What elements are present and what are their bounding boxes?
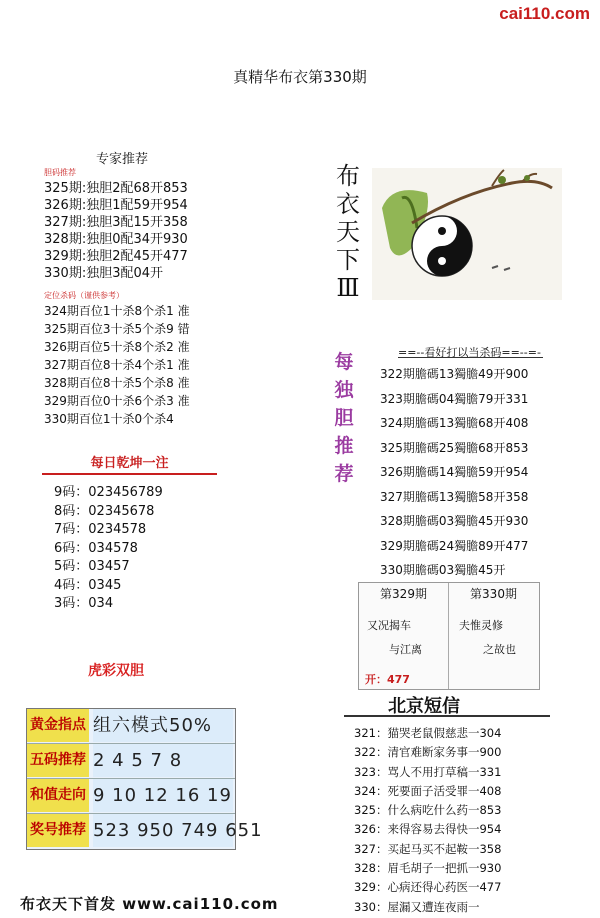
tiger-row: [27, 814, 263, 848]
right-dan-item: 330期膽碼03獨膽45开: [380, 563, 506, 577]
vertical-char: 推: [334, 435, 354, 457]
tiger-row-value: 组六模式50%: [93, 709, 233, 742]
tiger-row-label: 五码推荐: [27, 744, 89, 777]
poem-right-line1: 夫惟灵修: [459, 619, 503, 632]
tiger-table: [26, 708, 263, 850]
poem-box: [358, 582, 540, 690]
right-dan-item: 323期膽碼04獨膽79开331: [380, 391, 529, 406]
tiger-row: [27, 744, 235, 779]
tiger-row-value: 2 4 5 7 8: [93, 744, 233, 777]
vertical-label: [332, 348, 356, 488]
kill-line: 326期百位5十杀8个杀2 准: [44, 340, 190, 354]
tiger-row: [27, 779, 235, 814]
sms-line: 328：眉毛胡子一把抓一930: [354, 861, 502, 876]
sms-line: 330：屋漏又遭连夜雨一: [354, 899, 480, 914]
tiger-title: 虎彩双胆: [88, 663, 144, 679]
right-dan-item: 329期膽碼24獨膽89开477: [380, 538, 529, 553]
code-line: 4码：0345: [54, 577, 122, 593]
page-title: 真精华布衣第330期: [233, 68, 367, 86]
code-line: 7码：0234578: [54, 522, 147, 537]
right-dan-list: [380, 362, 528, 583]
tiger-row: [27, 709, 235, 744]
brand-char: 天: [336, 218, 360, 246]
vertical-char: 独: [334, 379, 354, 401]
brand-title: [330, 162, 366, 302]
dan-line: 329期:独胆2配45开477: [44, 249, 188, 264]
poem-right: [449, 583, 538, 689]
tiger-row-value: 523 950 749 651: [93, 814, 233, 847]
divider: [344, 715, 550, 717]
dan-list: [44, 180, 188, 282]
dan-line: 327期:独胆3配15开358: [44, 215, 188, 230]
daily-codes: [54, 484, 163, 614]
poem-right-line2: 之故也: [483, 643, 516, 656]
tiger-row-value: 9 10 12 16 19: [93, 779, 233, 812]
beijing-title: 北京短信: [388, 696, 460, 717]
beijing-sms-list: [354, 724, 501, 917]
sms-line: 326：来得容易去得快一954: [354, 822, 502, 837]
kill-list: [44, 302, 190, 428]
brand-char: 衣: [336, 190, 360, 218]
brand-char: Ⅲ: [336, 274, 360, 302]
vertical-char: 每: [334, 351, 354, 373]
poem-left-open: 开：477: [365, 673, 410, 686]
dan-line: 330期:独胆3配04开: [44, 266, 164, 281]
code-line: 6码：034578: [54, 540, 138, 556]
kill-line: 330期百位1十杀0个杀4: [44, 412, 174, 426]
kill-line: 325期百位3十杀5个杀9 错: [44, 322, 190, 336]
expert-title: 专家推荐: [96, 152, 149, 167]
sms-line: 322：清官难断家务事一900: [354, 745, 502, 760]
right-dan-item: 325期膽碼25獨膽68开853: [380, 440, 529, 455]
brand-char: 布: [336, 162, 360, 190]
kill-line: 327期百位8十杀4个杀1 准: [44, 358, 190, 372]
poem-right-head: 第330期: [470, 587, 517, 601]
sms-line: 325：什么病吃什么药一853: [354, 803, 502, 818]
poem-left-line1: 又况揭车: [367, 619, 411, 632]
brand-char: 下: [336, 246, 360, 274]
dan-line: 328期:独胆0配34开930: [44, 232, 188, 247]
yin-yang-painting: [372, 168, 562, 300]
right-dan-item: 327期膽碼13獨膽58开358: [380, 489, 529, 504]
tiger-row-label: 奖号推荐: [27, 814, 89, 847]
dan-line: 326期:独胆1配59开954: [44, 198, 188, 213]
poem-left: [359, 583, 449, 689]
sms-line: 327：买起马买不起鞍一358: [354, 841, 502, 856]
sms-line: 323：骂人不用打草稿一331: [354, 764, 502, 779]
kill-sub-label: 定位杀码（谨供参考）: [44, 291, 124, 300]
kill-note: ==--看好打以当杀码==--=-: [398, 346, 541, 359]
right-dan-item: 328期膽碼03獨膽45开930: [380, 514, 529, 528]
right-dan-item: 324期膽碼13獨膽68开408: [380, 416, 529, 430]
footer-brand[interactable]: 布衣天下首发 www.cai110.com: [20, 895, 279, 913]
daily-title: 每日乾坤一注: [42, 452, 217, 475]
code-line: 3码：034: [54, 596, 114, 611]
kill-line: 329期百位0十杀6个杀3 准: [44, 394, 190, 408]
poem-left-head: 第329期: [380, 587, 427, 601]
sms-line: 329：心病还得心药医一477: [354, 880, 502, 895]
tiger-row-label: 和值走向: [27, 779, 89, 812]
sms-line: 324：死要面子活受罪一408: [354, 783, 502, 798]
site-url[interactable]: cai110.com: [499, 4, 590, 23]
vertical-char: 荐: [334, 463, 354, 485]
dan-line: 325期:独胆2配68开853: [44, 181, 188, 196]
kill-line: 324期百位1十杀8个杀1 准: [44, 304, 190, 318]
code-line: 5码：03457: [54, 559, 130, 574]
poem-left-line2: 与江离: [389, 643, 422, 656]
dan-sub-label: 胆码推荐: [44, 168, 76, 177]
kill-line: 328期百位8十杀5个杀8 准: [44, 376, 190, 390]
code-line: 9码：023456789: [54, 485, 163, 500]
code-line: 8码：02345678: [54, 503, 155, 519]
tiger-row-label: 黄金指点: [27, 709, 89, 742]
vertical-char: 胆: [334, 407, 354, 429]
right-dan-item: 326期膽碼14獨膽59开954: [380, 465, 529, 479]
sms-line: 321：猫哭老鼠假慈悲一304: [354, 726, 502, 740]
right-dan-item: 322期膽碼13獨膽49开900: [380, 367, 529, 381]
divider: [398, 357, 543, 358]
